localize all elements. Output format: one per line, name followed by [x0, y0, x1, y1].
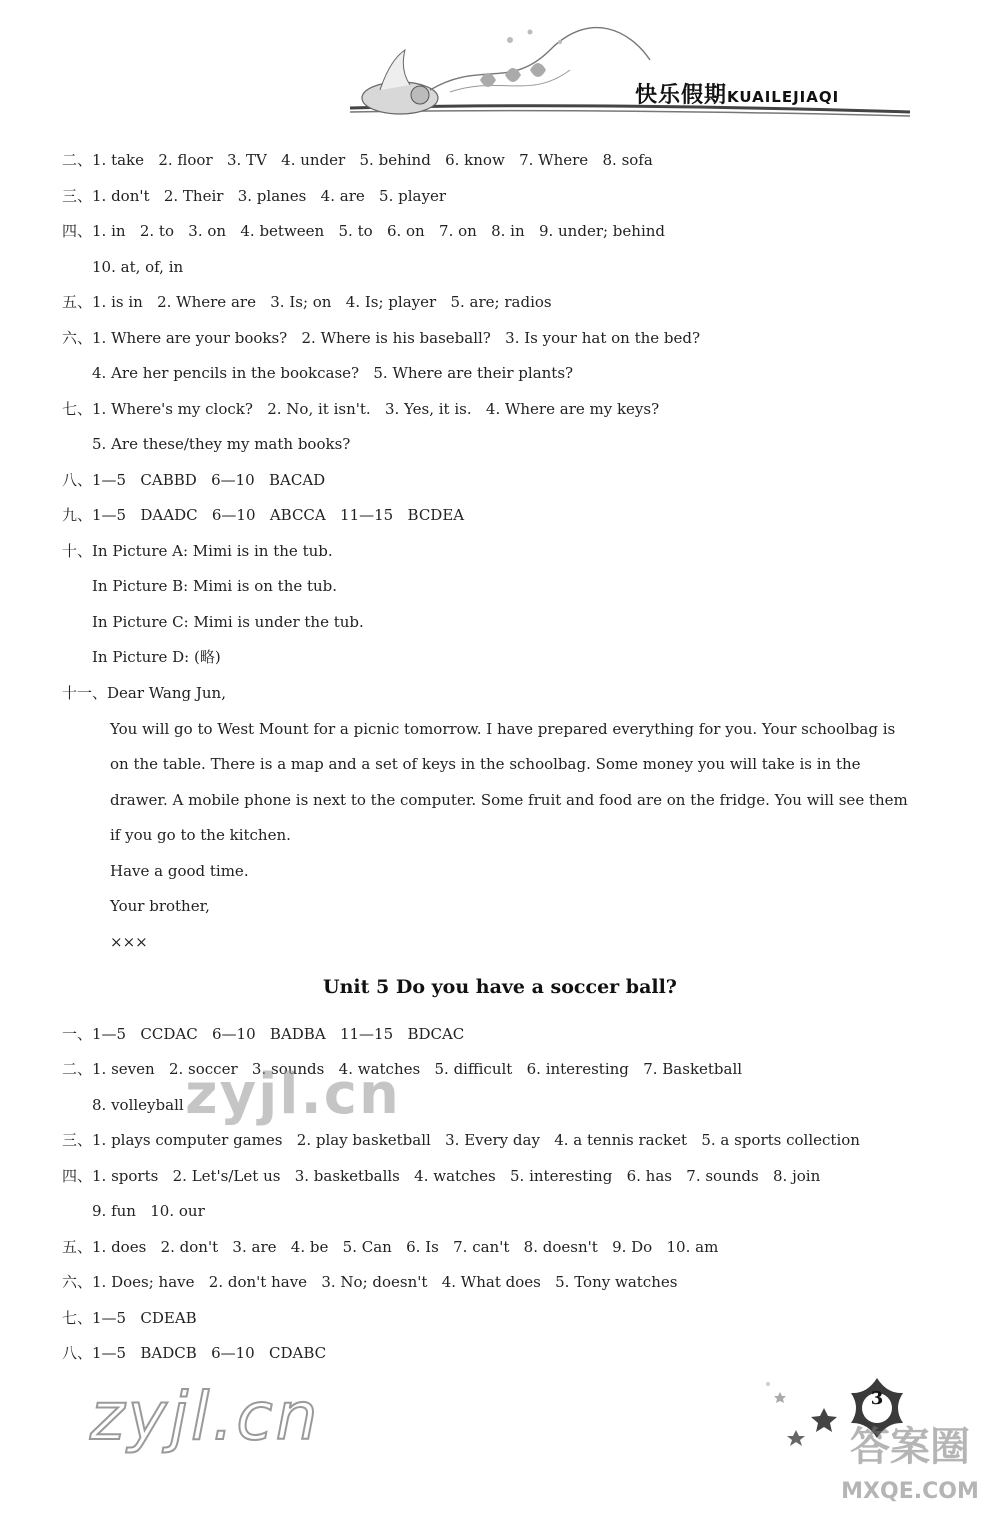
- page-header: [330, 20, 930, 130]
- brand-cn: 快乐假期: [635, 83, 728, 108]
- answer-line: In Picture B: Mimi is on the tub.: [92, 577, 338, 595]
- letter-line: You will go to West Mount for a picnic tomorrow. I have prepared everything for you. Your schoolbag is: [110, 720, 896, 738]
- answer-line: 四、1. in 2. to 3. on 4. between 5. to 6. on 7. on 8. in 9. under; behind: [62, 222, 666, 240]
- answer-line: 八、1—5 CABBD 6—10 BACAD: [62, 471, 326, 489]
- answer-line: 七、1—5 CDEAB: [62, 1309, 197, 1327]
- letter-closing: Your brother,: [110, 897, 210, 915]
- answer-line: 5. Are these/they my math books?: [92, 435, 351, 453]
- answer-line: 八、1—5 BADCB 6—10 CDABC: [62, 1344, 327, 1362]
- watermark-zyjl: zyjl.cn: [185, 1062, 401, 1127]
- answer-line: 六、1. Where are your books? 2. Where is his baseball? 3. Is your hat on the bed?: [62, 329, 701, 347]
- answer-line: 二、1. seven 2. soccer 3. sounds 4. watches 5. difficult 6. interesting 7. Basketball: [62, 1060, 743, 1078]
- answer-line: 一、1—5 CCDAC 6—10 BADBA 11—15 BDCAC: [62, 1025, 465, 1043]
- answer-line: 五、1. is in 2. Where are 3. Is; on 4. Is; player 5. are; radios: [62, 293, 552, 311]
- answer-line: 四、1. sports 2. Let's/Let us 3. basketballs 4. watches 5. interesting 6. has 7. sounds 8. join: [62, 1167, 821, 1185]
- watermark-mxqe: [820, 1420, 1000, 1510]
- brand-logo: [635, 78, 839, 109]
- letter-line: if you go to the kitchen.: [110, 826, 291, 844]
- answer-line: 9. fun 10. our: [92, 1202, 205, 1220]
- answer-line: 8. volleyball: [92, 1096, 184, 1114]
- letter-signature: ×××: [110, 933, 148, 951]
- answer-line: In Picture C: Mimi is under the tub.: [92, 613, 364, 631]
- answer-line: In Picture D: (略): [92, 648, 221, 666]
- watermark-mxqe-top: 答案圈: [850, 1424, 970, 1470]
- header-decoration-icon: [330, 20, 930, 130]
- answer-line: 七、1. Where's my clock? 2. No, it isn't. 3. Yes, it is. 4. Where are my keys?: [62, 400, 660, 418]
- letter-greeting: 十一、Dear Wang Jun,: [62, 684, 226, 702]
- answer-line: 4. Are her pencils in the bookcase? 5. Where are their plants?: [92, 364, 574, 382]
- answer-line: 10. at, of, in: [92, 258, 184, 276]
- watermark-zyjl-bottom: zyjl.cn: [90, 1378, 321, 1455]
- letter-line: drawer. A mobile phone is next to the computer. Some fruit and food are on the fridge. You will see them: [110, 791, 908, 809]
- answer-line: 六、1. Does; have 2. don't have 3. No; doesn't 4. What does 5. Tony watches: [62, 1273, 678, 1291]
- answer-line: 五、1. does 2. don't 3. are 4. be 5. Can 6. Is 7. can't 8. doesn't 9. Do 10. am: [62, 1238, 719, 1256]
- watermark-mxqe-bottom: MXQE.COM: [841, 1479, 979, 1504]
- answer-line: 九、1—5 DAADC 6—10 ABCCA 11—15 BCDEA: [62, 506, 465, 524]
- letter-line: on the table. There is a map and a set of keys in the schoolbag. Some money you will take is in the: [110, 755, 861, 773]
- answer-line: 十、In Picture A: Mimi is in the tub.: [62, 542, 333, 560]
- answer-line: 三、1. don't 2. Their 3. planes 4. are 5. player: [62, 187, 447, 205]
- answer-line: 二、1. take 2. floor 3. TV 4. under 5. behind 6. know 7. Where 8. sofa: [62, 151, 653, 169]
- letter-line: Have a good time.: [110, 862, 249, 880]
- brand-en: KUAILEJIAQI: [727, 88, 840, 106]
- unit-title: Unit 5 Do you have a soccer ball?: [323, 976, 677, 998]
- page-number: 3: [870, 1388, 884, 1409]
- answer-line: 三、1. plays computer games 2. play basketball 3. Every day 4. a tennis racket 5. a sports collection: [62, 1131, 860, 1149]
